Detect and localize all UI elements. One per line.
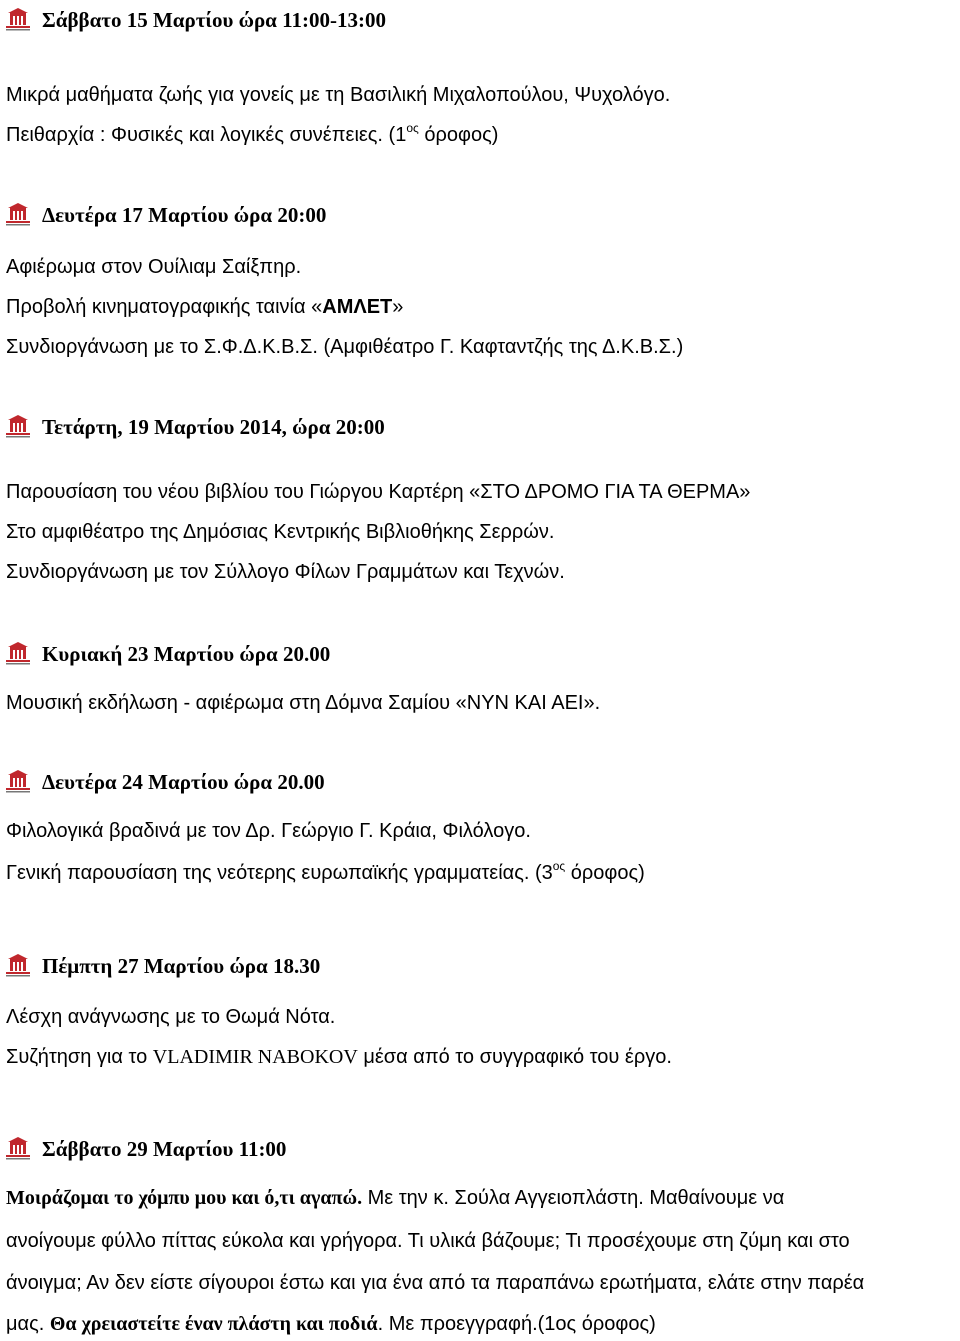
event-line: Παρουσίαση του νέου βιβλίου του Γιώργου Καρτέρη «ΣΤΟ ΔΡΟΜΟ ΓΙΑ ΤΑ ΘΕΡΜΑ» xyxy=(6,481,751,503)
paragraph-line: Μοιράζομαι το χόμπυ μου και ό,τι αγαπώ. Με την κ. Σούλα Αγγειοπλάστη. Μαθαίνουμε να xyxy=(6,1187,785,1209)
event-line: Συνδιοργάνωση με το Σ.Φ.Δ.Κ.Β.Σ. (Αμφιθέατρο Γ. Καφταντζής της Δ.Κ.Β.Σ.) xyxy=(6,336,684,358)
paragraph-line: ανοίγουμε φύλλο πίττας εύκολα και γρήγορα. Τι υλικά βάζουμε; Τι προσέχουμε στη ζύμη και στο xyxy=(6,1230,850,1252)
event-line: Αφιέρωμα στον Ουίλιαμ Σαίξπηρ. xyxy=(6,256,302,278)
library-building-icon xyxy=(4,770,32,794)
library-building-icon xyxy=(4,954,32,978)
library-building-icon xyxy=(4,1137,32,1161)
event-line: Μουσική εκδήλωση - αφιέρωμα στη Δόμνα Σαμίου «ΝΥΝ ΚΑΙ ΑΕΙ». xyxy=(6,692,601,714)
event-line: Πειθαρχία : Φυσικές και λογικές συνέπειες. ($1^{o\varsigma}$ όροφος) xyxy=(6,121,499,146)
event-heading-text: Σάββατο 29 Μαρτίου 11:00 xyxy=(42,1136,287,1161)
event-heading-text: Τετάρτη, 19 Μαρτίου 2014, ώρα 20:00 xyxy=(42,414,385,439)
event-heading xyxy=(0,200,326,230)
event-line: Φιλολογικά βραδινά με τον Δρ. Γεώργιο Γ. Κράια, Φιλόλογο. xyxy=(6,820,531,842)
event-heading-text: Δευτέρα 17 Μαρτίου ώρα 20:00 xyxy=(42,202,327,227)
event-heading xyxy=(0,5,386,35)
event-heading xyxy=(0,951,320,981)
library-building-icon xyxy=(4,8,32,32)
event-heading-text: Πέμπτη 27 Μαρτίου ώρα 18.30 xyxy=(42,953,321,978)
event-heading-text: Κυριακή 23 Μαρτίου ώρα 20.00 xyxy=(42,641,331,666)
event-heading xyxy=(0,412,385,442)
event-line: Στο αμφιθέατρο της Δημόσιας Κεντρικής Βιβλιοθήκης Σερρών. xyxy=(6,521,555,543)
event-line: Γενική παρουσίαση της νεότερης ευρωπαϊκής γραμματείας. ($3^{o\varsigma}$ όροφος) xyxy=(6,859,645,884)
event-heading xyxy=(0,639,330,669)
event-heading xyxy=(0,1134,286,1164)
event-heading xyxy=(0,767,325,797)
library-building-icon xyxy=(4,415,32,439)
library-building-icon xyxy=(4,642,32,666)
event-line: Μικρά μαθήματα ζωής για γονείς με τη Βασιλική Μιχαλοπούλου, Ψυχολόγο. xyxy=(6,84,671,106)
paragraph-line: μας. Θα χρειαστείτε έναν πλάστη και ποδιά. Με προεγγραφή.(1ος όροφος) xyxy=(6,1313,656,1335)
paragraph-line: άνοιγμα; Αν δεν είστε σίγουροι έστω και για ένα από τα παραπάνω ερωτήματα, ελάτε στην παρέα xyxy=(6,1272,865,1294)
event-heading-text: Σάββατο 15 Μαρτίου ώρα 11:00-13:00 xyxy=(42,7,386,32)
event-line: Λέσχη ανάγνωσης με το Θωμά Νότα. xyxy=(6,1006,336,1028)
event-heading-text: Δευτέρα 24 Μαρτίου ώρα 20.00 xyxy=(42,769,325,794)
event-line: Προβολή κινηματογραφικής ταινία «ΑΜΛΕΤ» xyxy=(6,296,404,318)
event-line: Συζήτηση για το VLADIMIR NABOKOV μέσα από το συγγραφικό του έργο. xyxy=(6,1046,672,1068)
event-line: Συνδιοργάνωση με τον Σύλλογο Φίλων Γραμμάτων και Τεχνών. xyxy=(6,561,565,583)
library-building-icon xyxy=(4,203,32,227)
